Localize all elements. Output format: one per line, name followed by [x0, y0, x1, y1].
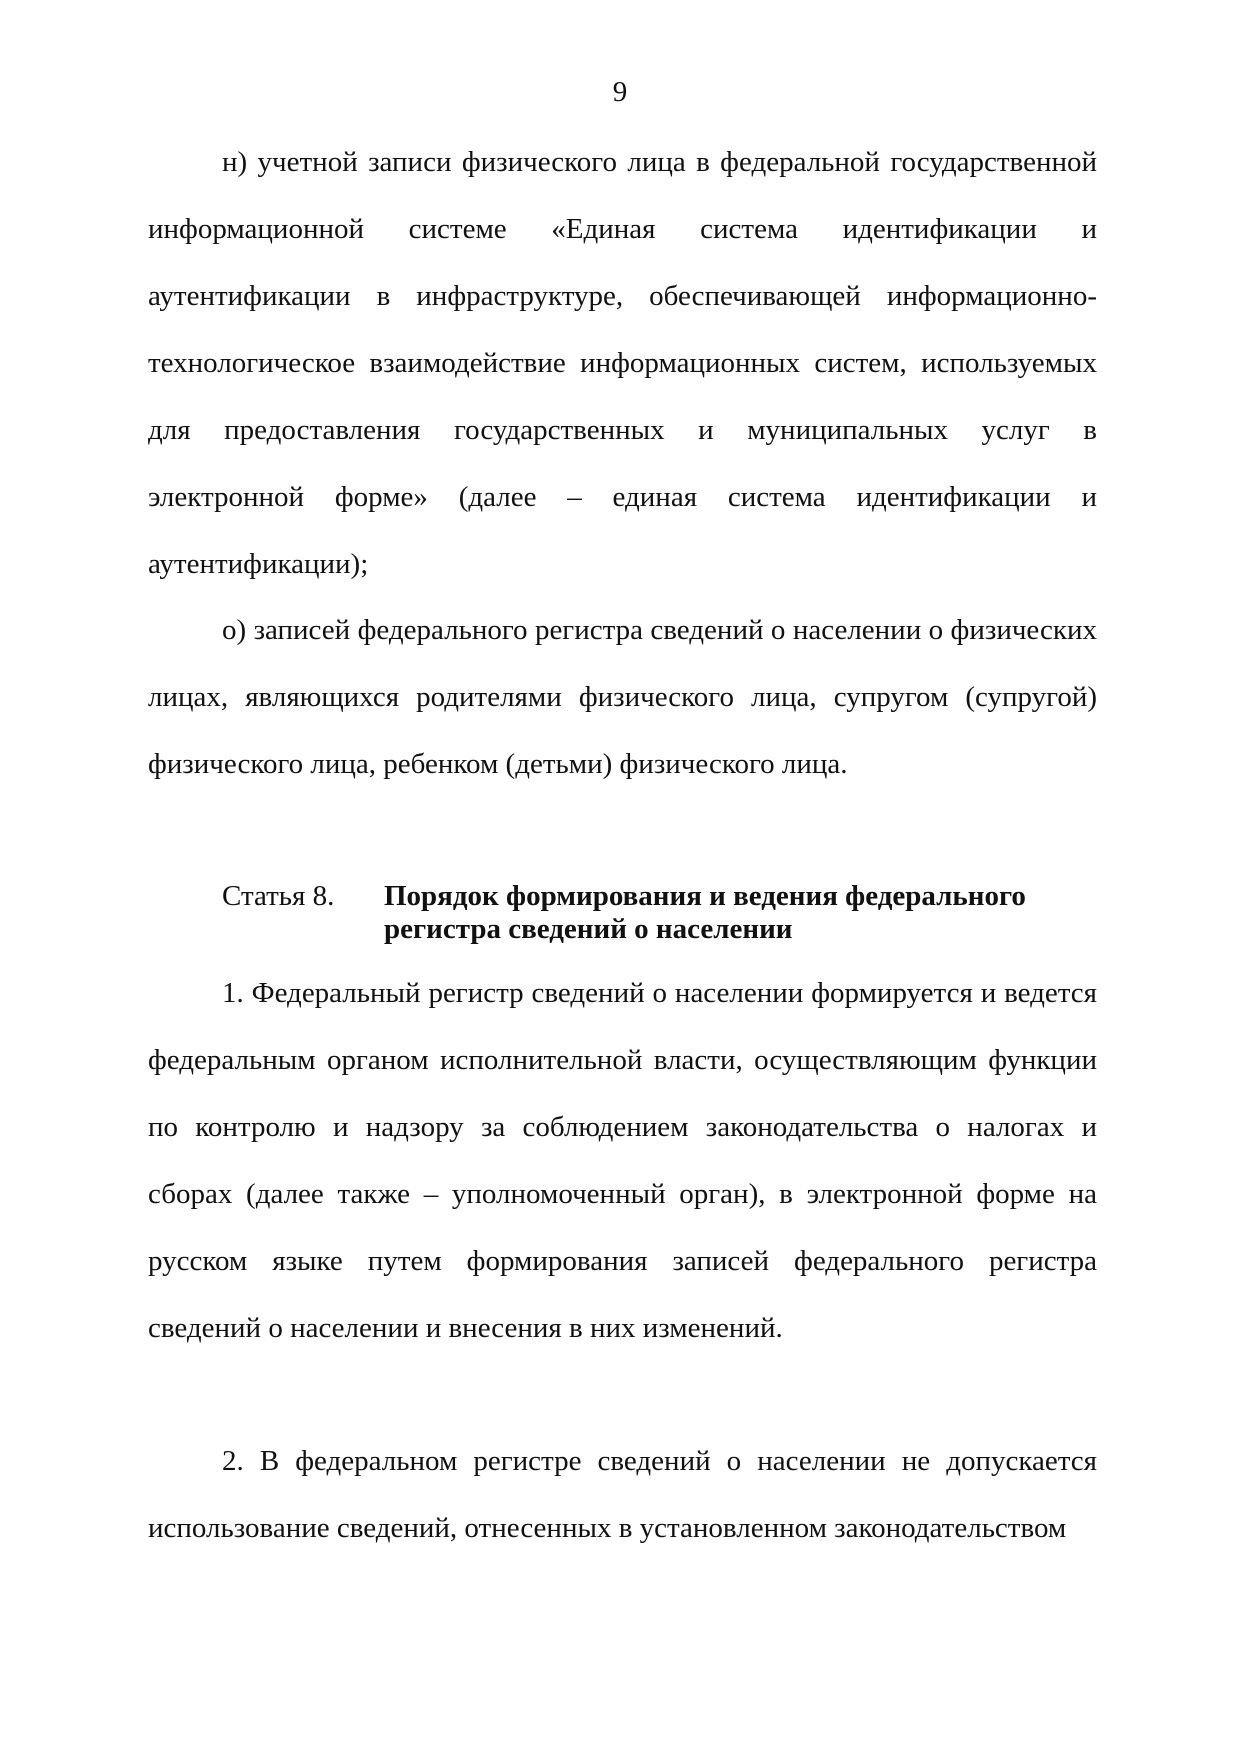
article-label: Статья 8. [222, 880, 335, 912]
paragraph-1: 1. Федеральный регистр сведений о населении формируется и ведется федеральным органом исполнительной власти, осуществляющим функции по контролю и надзору за соблюдением законодательства о налогах и сборах (далее также – уполномоченный орган), в электронной форме на русском языке путем формирования записей федерального регистра сведений о населении и внесения в них изменений. [148, 977, 1097, 1344]
paragraph-o: о) записей федерального регистра сведений о населении о физических лицах, являющихся родителями физического лица, супругом (супругой) физического лица, ребенком (детьми) физического лица. [148, 614, 1097, 780]
page-number: 9 [612, 76, 628, 108]
article-title: Порядок формирования и ведения федерального регистра сведений о населении [384, 880, 1026, 945]
paragraph-2: 2. В федеральном регистре сведений о населении не допускается использование сведений, отнесенных в установленном законодательством [148, 1445, 1097, 1544]
paragraph-n: н) учетной записи физического лица в федеральной государственной информационной системе «Единая система идентификации и аутентификации в инфраструктуре, обеспечивающей информационно-технологическое взаимодействие информационных систем, используемых для предоставления государственных и муниципальных услуг в электронной форме» (далее – единая система идентификации и аутентификации); [148, 146, 1097, 580]
